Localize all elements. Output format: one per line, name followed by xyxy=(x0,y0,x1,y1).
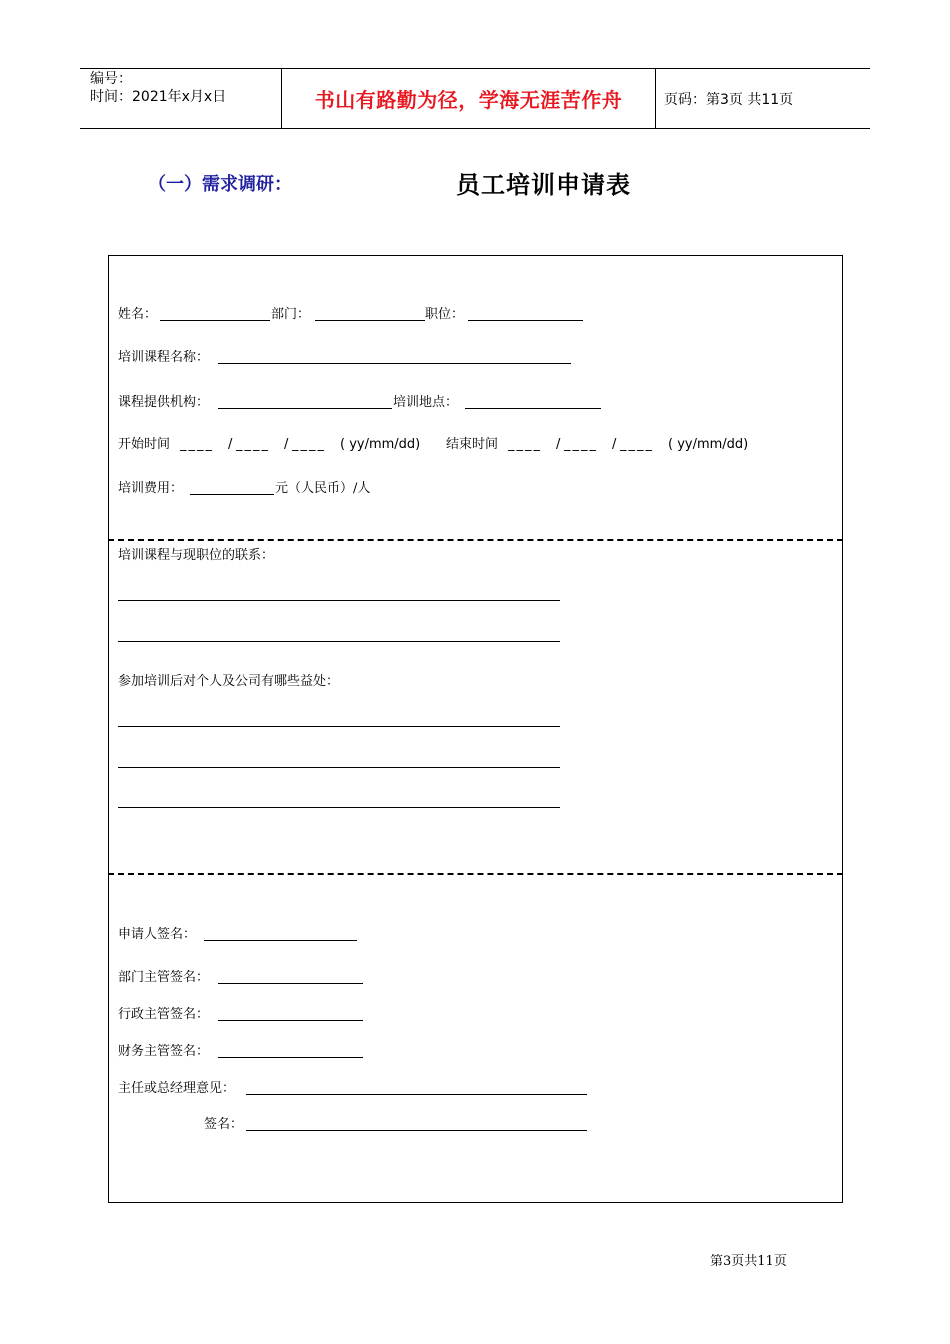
benefit-label: 参加培训后对个人及公司有哪些益处： xyxy=(118,674,340,689)
director-opinion-label: 主任或总经理意见： xyxy=(118,1081,236,1096)
end-time-label: 结束时间 xyxy=(446,437,499,452)
position-field[interactable] xyxy=(468,320,583,321)
start-day-field[interactable]: ____ xyxy=(292,437,326,452)
start-date-sep-2: / xyxy=(284,437,291,452)
start-date-sep-1: / xyxy=(228,437,235,452)
section-divider-1 xyxy=(108,539,843,541)
start-date-format: ( yy/mm/dd) xyxy=(340,437,421,452)
end-date-sep-1: / xyxy=(556,437,563,452)
location-label: 培训地点： xyxy=(393,395,459,410)
header-page-info: 页码：第3页 共11页 xyxy=(664,92,794,108)
end-day-field[interactable]: ____ xyxy=(620,437,654,452)
header-bottom-rule xyxy=(80,128,870,129)
dept-field[interactable] xyxy=(315,320,425,321)
fee-field[interactable] xyxy=(190,494,274,495)
director-sign-field[interactable] xyxy=(246,1130,587,1131)
name-label: 姓名： xyxy=(118,307,158,322)
start-time-label: 开始时间 xyxy=(118,437,171,452)
section-divider-2 xyxy=(108,873,843,875)
dept-manager-sign-field[interactable] xyxy=(218,983,363,984)
training-application-form xyxy=(108,255,843,1203)
end-date-sep-2: / xyxy=(612,437,619,452)
header-slogan: 书山有路勤为径，学海无涯苦作舟 xyxy=(314,88,623,112)
benefit-line-2[interactable] xyxy=(118,767,560,768)
location-field[interactable] xyxy=(465,408,601,409)
fee-label: 培训费用： xyxy=(118,481,184,496)
position-label: 职位： xyxy=(425,307,465,322)
end-year-field[interactable]: ____ xyxy=(508,437,542,452)
name-field[interactable] xyxy=(160,320,270,321)
relation-line-1[interactable] xyxy=(118,600,560,601)
header-top-rule xyxy=(80,68,870,69)
section-heading: （一）需求调研： xyxy=(148,174,292,195)
doc-number-label: 编号： xyxy=(90,71,132,87)
finance-manager-sign-field[interactable] xyxy=(218,1057,363,1058)
header-divider-right xyxy=(655,68,656,129)
course-name-field[interactable] xyxy=(218,363,571,364)
director-opinion-field[interactable] xyxy=(246,1094,587,1095)
provider-label: 课程提供机构： xyxy=(118,395,210,410)
applicant-sign-label: 申请人签名： xyxy=(118,927,197,942)
applicant-sign-field[interactable] xyxy=(204,940,357,941)
start-month-field[interactable]: ____ xyxy=(236,437,270,452)
dept-label: 部门： xyxy=(271,307,311,322)
relation-line-2[interactable] xyxy=(118,641,560,642)
form-title: 员工培训申请表 xyxy=(456,171,631,199)
doc-time-label: 时间：2021年x月x日 xyxy=(90,89,227,105)
header-meta xyxy=(90,70,226,106)
end-date-format: ( yy/mm/dd) xyxy=(668,437,749,452)
benefit-line-3[interactable] xyxy=(118,807,560,808)
end-month-field[interactable]: ____ xyxy=(564,437,598,452)
admin-manager-sign-label: 行政主管签名： xyxy=(118,1007,210,1022)
director-sign-label: 签名： xyxy=(204,1117,244,1132)
course-name-label: 培训课程名称： xyxy=(118,350,210,365)
benefit-line-1[interactable] xyxy=(118,726,560,727)
provider-field[interactable] xyxy=(218,408,392,409)
footer-page-info: 第3页共11页 xyxy=(710,1254,787,1269)
dept-manager-sign-label: 部门主管签名： xyxy=(118,970,210,985)
finance-manager-sign-label: 财务主管签名： xyxy=(118,1044,210,1059)
start-year-field[interactable]: ____ xyxy=(180,437,214,452)
relation-label: 培训课程与现职位的联系： xyxy=(118,548,275,563)
fee-unit: 元（人民币）/人 xyxy=(275,481,371,496)
admin-manager-sign-field[interactable] xyxy=(218,1020,363,1021)
